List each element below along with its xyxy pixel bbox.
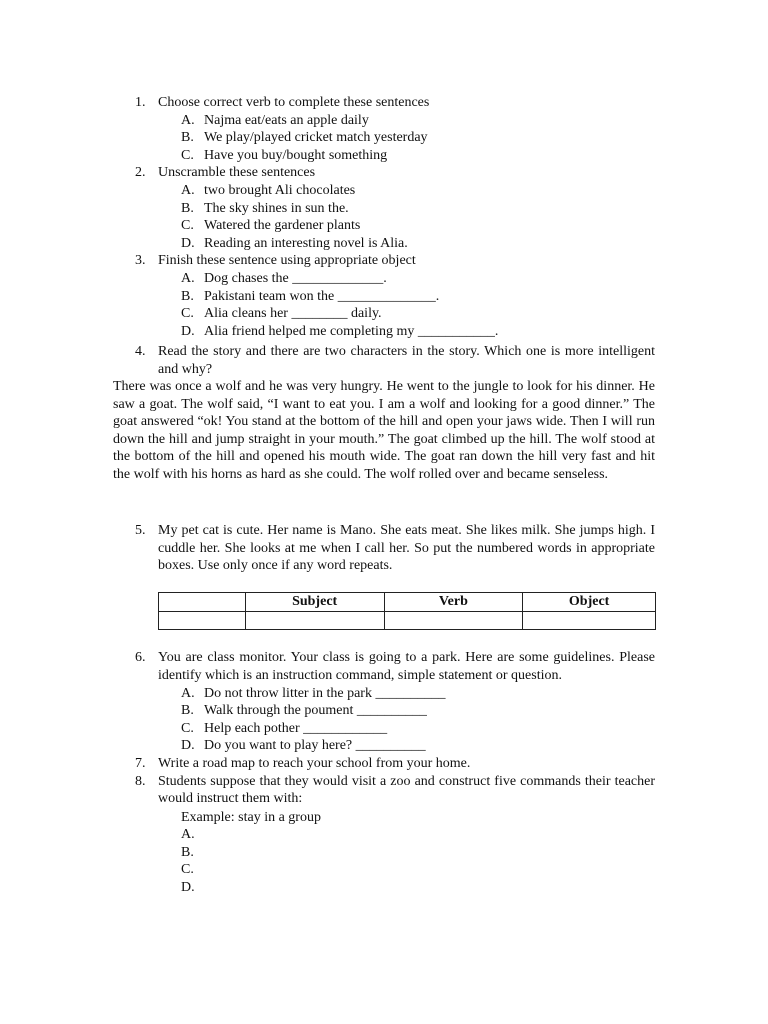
question-number: 7. [135,755,146,771]
item-letter: C. [181,147,194,163]
item-text: two brought Ali chocolates [204,183,356,198]
question-number: 4. [135,344,146,359]
item-text: Do you want to play here? __________ [204,738,426,754]
table-header-object: Object [523,593,656,612]
table-cell [245,611,384,629]
item-letter: C. [181,720,194,736]
item-letter: A. [181,271,195,286]
item-text: The sky shines in sun the. [204,200,349,216]
answer-letter: C. [181,862,194,878]
table-cell [159,611,246,629]
table-row [159,611,656,629]
item-text: Help each pother ____________ [204,720,388,736]
question-text: Finish these sentence using appropriate object [158,253,416,269]
answer-letter: A. [181,827,195,843]
question-number: 8. [135,773,146,789]
item-text: Reading an interesting novel is Alia. [204,235,408,251]
item-text: Pakistani team won the ______________. [204,288,440,304]
item-letter: B. [181,288,194,304]
question-text: Students suppose that they would visit a zoo and construct five commands their teacher would instruct them with: [158,773,655,807]
item-text: Alia friend helped me completing my ___________. [204,323,499,339]
table-header-row [159,593,656,612]
example-text: Example: stay in a group [181,809,321,825]
item-letter: B. [181,703,194,719]
answer-letter: B. [181,844,194,860]
item-letter: A. [181,183,195,198]
question-text: Read the story and there are two characters in the story. Which one is more intelligent and why? [158,344,655,377]
question-number: 1. [135,95,146,110]
question-text: Write a road map to reach your school from your home. [158,755,471,771]
table-header-blank [159,593,246,612]
table-header-verb: Verb [384,593,523,612]
answer-letter: D. [181,879,195,895]
question-text: Choose correct verb to complete these sentences [158,95,430,110]
question-number: 3. [135,253,146,269]
question-number: 2. [135,165,146,181]
question-text: My pet cat is cute. Her name is Mano. She eats meat. She likes milk. She jumps high. I cuddle her. She looks at me when I call her. So put the numbered words in appropriate boxes. Use only once if any word repeats. [158,523,655,574]
item-letter: B. [181,130,194,146]
item-letter: C. [181,306,194,322]
item-letter: D. [181,738,195,754]
question-number: 5. [135,523,146,538]
item-letter: D. [181,323,195,339]
item-letter: C. [181,218,194,234]
table-cell [384,611,523,629]
question-number: 6. [135,650,146,665]
item-text: We play/played cricket match yesterday [204,130,428,146]
item-text: Najma eat/eats an apple daily [204,112,369,128]
question-text: You are class monitor. Your class is going to a park. Here are some guidelines. Please identify which is an instruction command, simple statement or question. [158,650,655,683]
item-letter: D. [181,235,195,251]
item-letter: B. [181,200,194,216]
item-letter: A. [181,685,195,701]
question-text: Unscramble these sentences [158,165,316,181]
item-text: Alia cleans her ________ daily. [204,306,382,322]
item-text: Do not throw litter in the park __________ [204,685,446,701]
item-text: Have you buy/bought something [204,147,388,163]
answer-table [158,592,656,630]
table-header-subject: Subject [245,593,384,612]
table-cell [523,611,656,629]
item-text: Walk through the poument __________ [204,703,427,719]
item-text: Watered the gardener plants [204,218,361,234]
story-paragraph: There was once a wolf and he was very hungry. He went to the jungle to look for his dinner. He saw a goat. The wolf said, “I want to eat you. I am a wolf and looking for a good dinner.” The goat answered “ok! You stand at the bottom of the hill and open your jaws wide. Then I will run down the hill and jump straight in your mouth.” The goat climbed up the hill. The wolf stood at the bottom of the hill and opened his mouth wide. The goat ran down the hill very fast and hit the wolf with his horns as hard as she could. The wolf rolled over and became senseless. [113,379,655,482]
item-text: Dog chases the _____________. [204,271,387,286]
item-letter: A. [181,112,195,128]
